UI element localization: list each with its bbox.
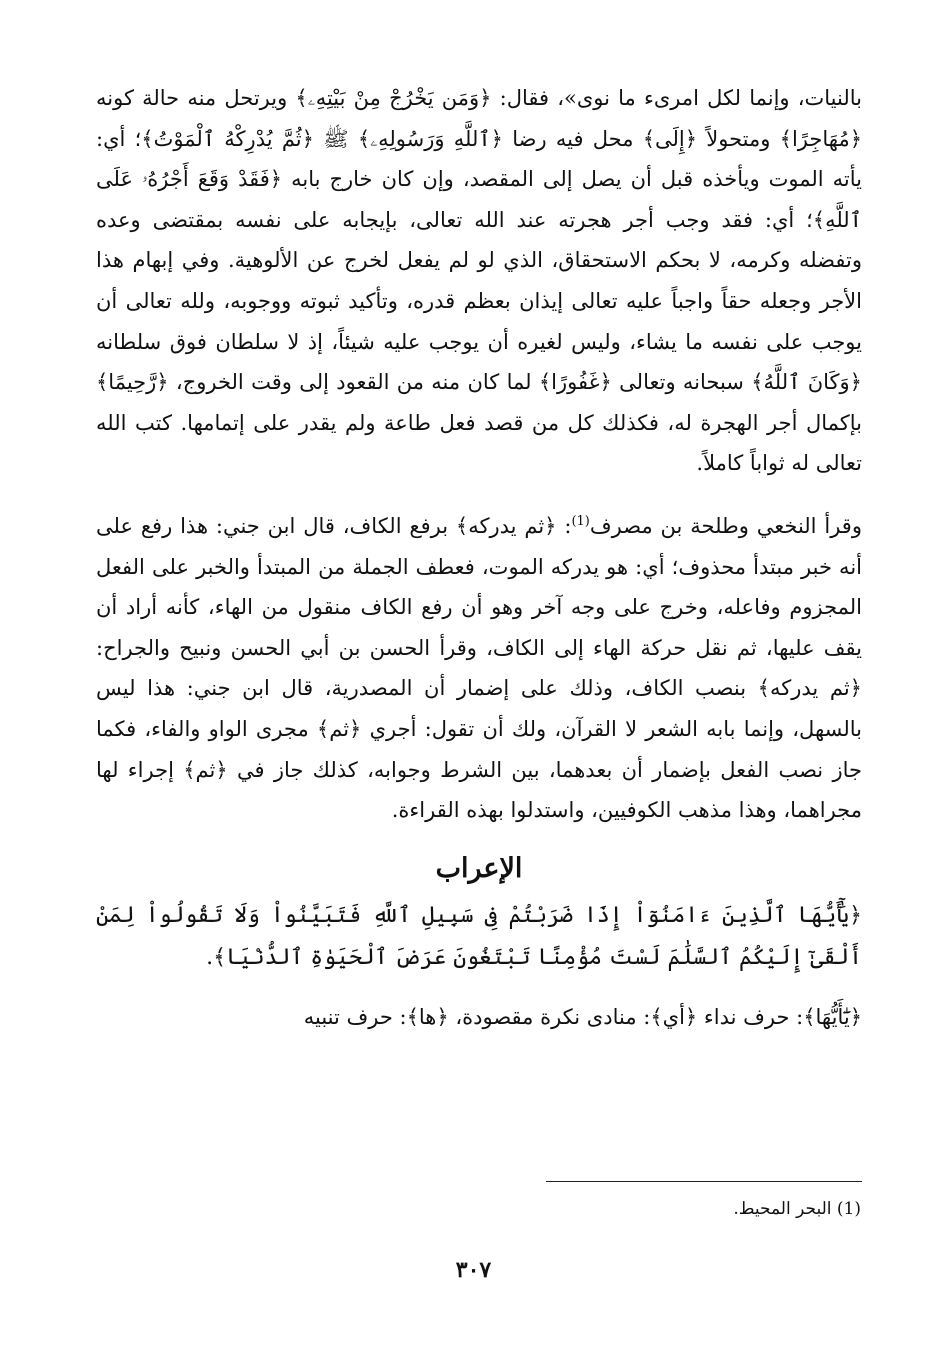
paragraph-2-start: وقرأ النخعي وطلحة بن مصرف bbox=[589, 513, 862, 538]
paragraph-2-rest: : ﴿ثم يدركه﴾ برفع الكاف، قال ابن جني: هذا رفع على أنه خبر مبتدأ محذوف؛ أي: هو يدركه الموت، فعطف الجملة من المبتدأ والخبر على الفعل المجزوم وفاعله، وخرج على وجه آخر وهو أن رفع الكاف منقول من الهاء، كأنه أراد أن يقف عليها، ثم نقل حركة الهاء إلى الكاف، وقرأ الحسن بن أبي الحسن ونبيح والجراح: ﴿ثم يدركه﴾ بنصب الكاف، وذلك على إضمار أن المصدرية، قال ابن جني: هذا ليس بالسهل، وإنما بابه الشعر لا القرآن، ولك أن تقول: أجري ﴿ثم﴾ مجرى الواو والفاء، فكما جاز نصب الفعل بإضمار أن بعدهما، بين الشرط وجوابه، كذلك جاز في ﴿ثم﴾ إجراء لها مجراهما، وهذا مذهب الكوفيين، واستدلوا بهذه القراءة. bbox=[96, 513, 863, 823]
paragraph-3: ﴿يَٰٓأَيُّهَا﴾: حرف نداء ﴿أي﴾: منادى نكرة مقصودة، ﴿ها﴾: حرف تنبيه bbox=[303, 1004, 862, 1029]
page-number: ٣٠٧ bbox=[455, 1257, 492, 1283]
paragraph-2 bbox=[96, 502, 862, 831]
quran-verse: ﴿يَٰٓأَيُّهَا ٱلَّذِينَ ءَامَنُوٓاْ إِذَا ضَرَبْتُمْ فِى سَبِيلِ ٱللَّهِ فَتَبَيَّنُواْ وَلَا تَقُولُواْ لِمَنْ أَلْقَىٰٓ إِلَيْكُمُ ٱلسَّلَٰمَ لَسْتَ مُؤْمِنًا تَبْتَغُونَ عَرَضَ ٱلْحَيَوٰةِ ٱلدُّنْيَا﴾. bbox=[96, 902, 862, 970]
paragraph-1: بالنيات، وإنما لكل امرىء ما نوى»، فقال: ﴿وَمَن يَخْرُجْ مِنْ بَيْتِهِۦ﴾ ويرتحل منه حالة كونه ﴿مُهَاجِرًا﴾ ومتحولاً ﴿إِلَى﴾ محل فيه رضا ﴿ٱللَّهِ وَرَسُولِهِۦ﴾ ﷺ ﴿ثُمَّ يُدْرِكْهُ ٱلْمَوْتُ﴾؛ أي: يأته الموت ويأخذه قبل أن يصل إلى المقصد، وإن كان خارج بابه ﴿فَقَدْ وَقَعَ أَجْرُهُۥ عَلَى ٱللَّهِ﴾؛ أي: فقد وجب أجر هجرته عند الله تعالى، بإيجابه على نفسه بمقتضى وعده وتفضله وكرمه، لا بحكم الاستحقاق، الذي لو لم يفعل لخرج عن الألوهية. وفي إبهام هذا الأجر وجعله حقاً واجباً عليه تعالى إيذان بعظم قدره، وتأكيد ثبوته ووجوبه، ولله تعالى أن يوجب على نفسه ما يشاء، وليس لغيره أن يوجب عليه شيئاً، إذ لا سلطان فوق سلطانه ﴿وَكَانَ ٱللَّهُ﴾ سبحانه وتعالى ﴿غَفُورًا﴾ لما كان منه من القعود إلى وقت الخروج، ﴿رَّحِيمًا﴾ بإكمال أجر الهجرة له، فكذلك كل من قصد فعل طاعة ولم يقدر على إتمامها. كتب الله تعالى له ثواباً كاملاً. bbox=[96, 86, 862, 476]
page-body bbox=[96, 78, 862, 1037]
section-heading: الإعراب bbox=[435, 852, 523, 884]
footnote: (1) البحر المحيط. bbox=[733, 1199, 861, 1219]
footnote-reference: (1) bbox=[571, 513, 590, 529]
footnote-divider bbox=[546, 1181, 862, 1182]
